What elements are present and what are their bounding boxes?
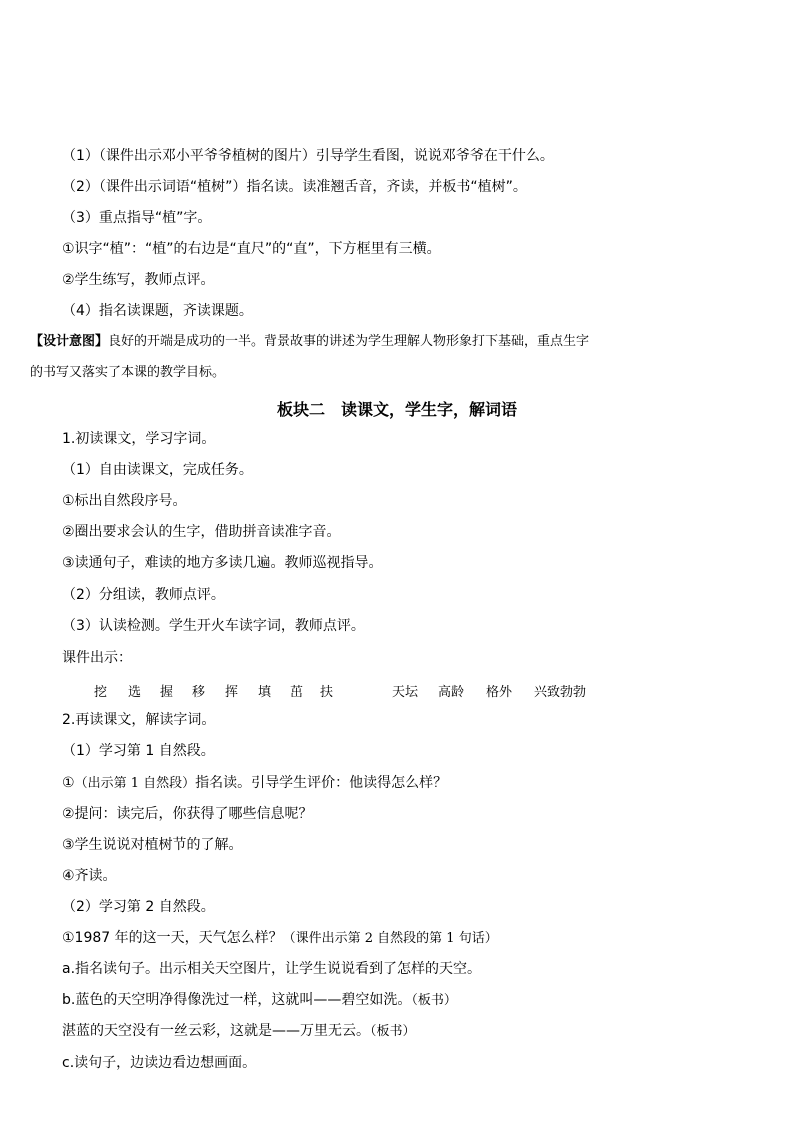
blackboard-note: （板书） xyxy=(411,993,457,1008)
circle-number: ① xyxy=(62,775,75,791)
step-2-2-2b: a.指名读句子。出示相关天空图片，让学生说说看到了怎样的天空。 xyxy=(62,961,482,977)
step-2-2-2c xyxy=(62,991,457,1010)
step-text: b.蓝色的天空明净得像洗过一样，这就叫——碧空如洗。 xyxy=(62,992,412,1008)
step-2-1-1b: ②圈出要求会认的生字，借助拼音读准字音。 xyxy=(62,524,341,540)
word-item: 填 xyxy=(258,685,272,700)
word-item: 格外 xyxy=(486,685,513,700)
step-text: ①1987 年的这一天，天气怎么样？ xyxy=(62,930,283,946)
blackboard-note: （板书） xyxy=(370,1024,416,1039)
step-2-1: 1.初读课文，学习字词。 xyxy=(62,431,216,447)
step-2-2-2: （2）学习第 2 自然段。 xyxy=(62,899,215,915)
word-item: 挥 xyxy=(225,685,239,700)
step-2-1-3: （3）认读检测。学生开火车读字词，教师点评。 xyxy=(62,618,365,634)
design-intent-line-1 xyxy=(30,333,589,351)
step-1-1: （1）（课件出示邓小平爷爷植树的图片）引导学生看图，说说邓爷爷在干什么。 xyxy=(62,148,554,164)
step-2-1-1a: ①标出自然段序号。 xyxy=(62,493,187,509)
word-item: 握 xyxy=(160,685,174,700)
step-2-2-2d xyxy=(62,1022,416,1041)
step-2-1-2: （2）分组读，教师点评。 xyxy=(62,587,225,603)
step-1-3b: ②学生练写，教师点评。 xyxy=(62,272,215,288)
step-2-2: 2.再读课文，解读字词。 xyxy=(62,712,216,728)
step-text: 湛蓝的天空没有一丝云彩，这就是——万里无云。 xyxy=(62,1023,370,1039)
step-2-1-1c: ③读通句子，难读的地方多读几遍。教师巡视指导。 xyxy=(62,555,383,571)
step-1-4: （4）指名读课题，齐读课题。 xyxy=(62,303,253,319)
design-intent-text-1: 良好的开端是成功的一半。背景故事的讲述为学生理解人物形象打下基础，重点生字 xyxy=(108,334,590,349)
word-item: 移 xyxy=(192,685,206,700)
word-item: 扶 xyxy=(320,685,334,700)
step-1-3a: ①识字“植”：“植”的右边是“直尺”的“直”，下方框里有三横。 xyxy=(62,241,441,257)
step-2-2-1a xyxy=(62,774,447,793)
step-2-2-1: （1）学习第 1 自然段。 xyxy=(62,743,215,759)
word-item: 高龄 xyxy=(438,685,465,700)
word-item: 选 xyxy=(128,685,142,700)
courseware-note: （出示第 1 自然段） xyxy=(74,776,196,791)
step-2-1-1: （1）自由读课文，完成任务。 xyxy=(62,462,253,478)
word-item: 天坛 xyxy=(392,685,419,700)
step-text: 指名读。引导学生评价：他读得怎么样？ xyxy=(195,775,448,791)
word-item: 挖 xyxy=(94,685,108,700)
word-item: 兴致勃勃 xyxy=(534,685,587,700)
design-intent-line-2: 的书写又落实了本课的教学目标。 xyxy=(30,365,226,380)
step-1-3: （3）重点指导“植”字。 xyxy=(62,210,212,226)
section-heading: 板块二 读课文，学生字，解词语 xyxy=(276,400,517,419)
step-2-2-1c: ③学生说说对植树节的了解。 xyxy=(62,837,243,853)
step-2-2-1d: ④齐读。 xyxy=(62,868,117,884)
step-1-2: （2）（课件出示词语“植树”）指名读。读准翘舌音，齐读，并板书“植树”。 xyxy=(62,179,527,195)
step-2-2-1b: ②提问：读完后，你获得了哪些信息呢？ xyxy=(62,806,313,822)
design-intent-label: 【设计意图】 xyxy=(30,334,109,349)
step-2-2-2e: c.读句子，边读边看边想画面。 xyxy=(62,1055,257,1071)
step-2-2-2a xyxy=(62,929,498,948)
word-item: 茁 xyxy=(290,685,304,700)
courseware-note: （课件出示第 2 自然段的第 1 句话） xyxy=(282,931,498,946)
courseware-label: 课件出示： xyxy=(62,650,132,666)
